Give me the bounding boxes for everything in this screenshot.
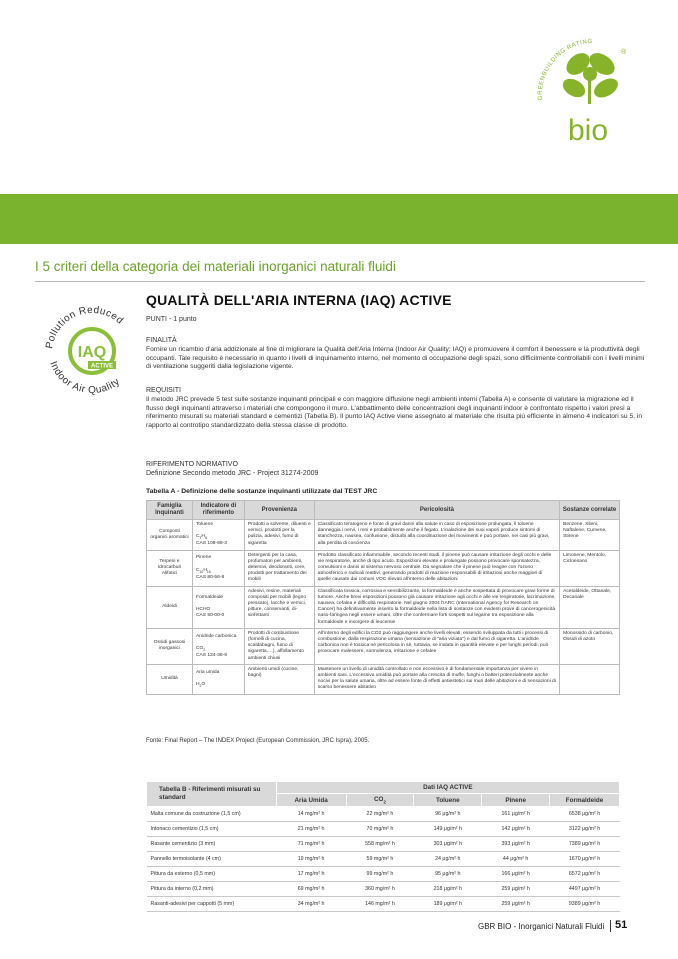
provenienza-cell: Detergenti per la casa, profumatori per ambienti, detersivi, deodoranti, cere, prodotti per trattamento dei mobili <box>244 550 314 586</box>
indicatore-line: Aria umida <box>195 669 220 675</box>
table-b-column-header: Formaldeide <box>550 794 620 807</box>
table-b-column-header: $CO_2$ <box>346 794 414 807</box>
section-heading: I 5 criteri della categoria dei materiali inorganici naturali fluidi <box>35 259 396 274</box>
correlate-cell: Limonene, Mentolo, Cicloesano <box>560 550 620 586</box>
measurement-cell: 4497 μg/m² h <box>550 882 620 897</box>
pericolosita-cell: Mantenere un livello di umidità controllato e non eccessivo è di fondamentale importanza per vivere in ambienti sani. L'eccessiva umidità può portare alla crescita di muffe, funghi o batteri potenzialmente anche nocivi per la salute umana, oltre ad essere fonte di effetti antiestetici sui muri delle abitazioni e di sensazioni di scarso benessere abitativo <box>314 664 559 694</box>
famiglia-cell: Terpeni e Idrocarburi Alifatici <box>147 550 193 586</box>
indicatore-line: CAS 50-00-0 <box>195 613 225 619</box>
famiglia-cell: Aldeidi <box>147 586 193 628</box>
table-b <box>146 781 620 912</box>
measurement-cell: 3122 μg/m² h <box>550 822 620 837</box>
measurement-cell: 6572 μg/m² h <box>550 867 620 882</box>
logo-arc-text: GREENBUILDING RATING <box>537 38 594 101</box>
page-title: QUALITÀ DELL'ARIA INTERNA (IAQ) ACTIVE <box>146 292 452 308</box>
measurement-cell: 59 mg/m² h <box>346 852 414 867</box>
pericolosita-cell: All'interno degli edifici la CO2 può raggiungere anche livelli elevati, essendo sviluppata da tutti i processi di combustione, dalla respirazione umana (sensazione di "aria viziata") e dal fumo di sigaretta. L'anidride carbonica non è tossica nè pericolosa in sè, tuttavia, se inalata in quantità elevate e per lunghi periodi, può provocare malessere, sonnolenza, irritazione e cefalee <box>314 628 559 664</box>
material-label: Pittura da esterno (0,5 mm) <box>147 867 277 882</box>
indicatore-line: Formaldeide <box>195 594 224 600</box>
table-a-header: Pericolosità <box>314 501 559 520</box>
indicatore-line: $C_{10}H_{16}$ <box>195 567 211 574</box>
logo-word: bio <box>568 114 609 147</box>
riferimento-heading: RIFERIMENTO NORMATIVO <box>146 461 238 468</box>
footer-text: GBR BIO - Inorganici Naturali Fluidi <box>478 922 605 931</box>
divider <box>35 281 645 282</box>
indicatore-cell <box>192 664 244 694</box>
measurement-cell: 142 μg/m² h <box>482 822 550 837</box>
leaf-icon <box>560 49 622 104</box>
material-label: Rasanti-adesivi per cappotti (5 mm) <box>147 897 277 912</box>
material-label: Malta comune da costruzione (1,5 cm) <box>147 807 277 822</box>
measurement-cell: 70 mg/m² h <box>346 822 414 837</box>
measurement-cell: 14 mg/m² h <box>276 807 346 822</box>
source-note: Fonte: Final Report – The INDEX Project (European Commission, JRC Ispra), 2005. <box>146 738 370 744</box>
measurement-cell: 34 mg/m² h <box>276 897 346 912</box>
registered-mark: ® <box>621 49 627 56</box>
finalita-heading: FINALITÀ <box>146 337 177 344</box>
measurement-cell: 9389 μg/m² h <box>550 897 620 912</box>
indicatore-cell <box>192 520 244 551</box>
measurement-cell: 149 μg/m² h <box>414 822 482 837</box>
table-b-row <box>147 852 620 867</box>
iaq-badge <box>40 297 144 401</box>
measurement-cell: 218 μg/m² h <box>414 882 482 897</box>
footer-divider <box>610 920 611 932</box>
indicatore-line: Anidride carbonica <box>195 633 237 639</box>
correlate-cell: Monossido di carbonio, Ossidi di azoto <box>560 628 620 664</box>
measurement-cell: 22 mg/m² h <box>346 807 414 822</box>
material-label: Intonaco cementizio (1,5 cm) <box>147 822 277 837</box>
table-b-caption: Tabella B - Riferimenti misurati su standard <box>147 782 277 807</box>
badge-bottom-text: Indoor Air Quality <box>47 359 123 397</box>
measurement-cell: 7389 μg/m² h <box>550 837 620 852</box>
badge-top-text: Pollution Reduced <box>44 304 126 350</box>
indicatore-line: Pinene <box>195 555 212 561</box>
pericolosita-cell: Classificata tossica, corrosiva e sensibilizzante, la formaldeide è anche sospettata di provocare gravi forme di tumore. Anche brevi esposizioni possono già causare irritazione agli occhi e alle vie respiratorie, lacrimazione, nausea, cefalea e difficoltà respiratorie. Nel giugno 2004 l'IARC (International Agency for Research on Cancer) ha definitivamente inserito la formaldeide nella lista di sostanze con evidenti prove di cancerogenicità naso-faringea negli essere umani, oltre che confermare forti sospetti sul legame tra esposizione alla formaldeide e insorgere di leucemie <box>314 586 559 628</box>
table-b-group-header: Dati IAQ ACTIVE <box>276 782 619 794</box>
measurement-cell: 146 mg/m² h <box>346 897 414 912</box>
indicatore-cell <box>192 550 244 586</box>
table-a-row <box>147 628 620 664</box>
measurement-cell: 558 mg/m² h <box>346 837 414 852</box>
table-a-header: Famiglia Inquinanti <box>147 501 193 520</box>
gbr-bio-logo <box>520 28 660 158</box>
indicatore-line: CAS 108-88-3 <box>195 541 227 547</box>
famiglia-cell: Umidità <box>147 664 193 694</box>
material-label: Rasante cementizio (3 mm) <box>147 837 277 852</box>
provenienza-cell: Ambienti umidi (cucine, bagni) <box>244 664 314 694</box>
table-a-row <box>147 550 620 586</box>
measurement-cell: 393 μg/m² h <box>482 837 550 852</box>
measurement-cell: 1670 μg/m² h <box>550 852 620 867</box>
table-a-caption: Tabella A - Definizione delle sostanze inquinanti utilizzate dal TEST JRC <box>146 488 378 495</box>
correlate-cell: Benzene, Xileni, Naftalene, Cumene, Stirene <box>560 520 620 551</box>
table-b-row <box>147 837 620 852</box>
table-a-header: Indicatore di riferimento <box>192 501 244 520</box>
measurement-cell: 259 μg/m² h <box>482 882 550 897</box>
measurement-cell: 19 mg/m² h <box>276 852 346 867</box>
measurement-cell: 24 μg/m² h <box>414 852 482 867</box>
famiglia-cell: Ossidi gassosi inorganici <box>147 628 193 664</box>
table-b-row <box>147 867 620 882</box>
table-a-row <box>147 520 620 551</box>
finalita-text: Fornire un ricambio d'aria addizionale al fine di migliorare la Qualità dell'Aria Interna (Indoor Air Quality; IAQ) e promuovere il comfort il benessere e la produttività degli occupanti. Tale requisito è necessario in quanto i livelli di inquinamento interno, nel momento di occupazione degli spazi, sono difficilmente controllabili con i livelli minimi di ventilazione suggeriti dalla legislazione vigente. <box>146 346 645 371</box>
indicatore-line: Toluene <box>195 522 214 527</box>
measurement-cell: 360 mg/m² h <box>346 882 414 897</box>
table-b-row <box>147 897 620 912</box>
measurement-cell: 71 mg/m² h <box>276 837 346 852</box>
table-a-header: Sostanze correlate <box>560 501 620 520</box>
punti-text: PUNTI - 1 punto <box>146 316 197 323</box>
measurement-cell: 96 μg/m² h <box>414 807 482 822</box>
table-b-row <box>147 822 620 837</box>
table-a-header: Provenienza <box>244 501 314 520</box>
material-label: Pittura da interno (0,2 mm) <box>147 882 277 897</box>
measurement-cell: 95 μg/m² h <box>414 867 482 882</box>
measurement-cell: 21 mg/m² h <box>276 822 346 837</box>
indicatore-line: $CO_2$ <box>195 645 206 652</box>
measurement-cell: 161 μg/m² h <box>482 807 550 822</box>
material-label: Pannello termoisolante (4 cm) <box>147 852 277 867</box>
pericolosita-cell: Classificato teratogeno e fonte di gravi danni alla salute in caso di esposizione prolungata, il toluene danneggia i nervi, i reni e probabilmente anche il fegato. L'inalazione dei suoi vapori produce sintomi di stanchezza, nausea, confusione, disturbi alla coordinazione dei movimenti e può portare, nei casi più gravi, alla perdita di coscienza <box>314 520 559 551</box>
badge-center-text: IAQ <box>77 344 107 361</box>
measurement-cell: 6538 μg/m² h <box>550 807 620 822</box>
provenienza-cell: Prodotti di combustione (fornelli di cucina, scaldabagni, fumo di sigaretta,…), affollamento ambienti chiusi <box>244 628 314 664</box>
measurement-cell: 69 mg/m² h <box>276 882 346 897</box>
measurement-cell: 44 μg/m² h <box>482 852 550 867</box>
measurement-cell: 259 μg/m² h <box>482 897 550 912</box>
table-a <box>146 500 620 695</box>
page-number: 51 <box>615 919 628 931</box>
table-b-column-header: Toluene <box>414 794 482 807</box>
indicatore-line: $C_7H_8$ <box>195 534 207 541</box>
green-banner <box>0 194 678 244</box>
table-a-row <box>147 664 620 694</box>
measurement-cell: 166 μg/m² h <box>482 867 550 882</box>
riferimento-text: Definizione Secondo metodo JRC - Project 31274-2009 <box>146 470 319 477</box>
table-b-column-header: Aria Umida <box>276 794 346 807</box>
indicatore-cell <box>192 628 244 664</box>
requisiti-heading: REQUISITI <box>146 387 182 394</box>
indicatore-line: CAS 124-38-9 <box>195 652 227 658</box>
indicatore-line: HCHO <box>195 607 211 613</box>
requisiti-text: Il metodo JRC prevede 5 test sulle sostanze inquinanti principali e con maggiore diffusione negli ambienti interni (Tabella A) e consente di valutare la migrazione ed il flusso degli inquinanti attraverso i materiali che compongono il muro. L'abbattimento delle concentrazioni degli inquinanti indoor è confrontato rispetto i valori presi a riferimento misurati su materiali standard e cementizi (Tabella B). Il punto IAQ Active viene assegnato al materiale che risulta più efficiente in almeno 4 indicatori su 5, in rapporto al controtipo standardizzato della stessa classe di prodotto. <box>146 396 643 429</box>
famiglia-cell: Composti organici aromatici <box>147 520 193 551</box>
indicatore-cell <box>192 586 244 628</box>
table-b-row <box>147 882 620 897</box>
badge-ribbon-text: ACTIVE <box>90 363 114 370</box>
table-b-column-header: Pinene <box>482 794 550 807</box>
indicatore-line: CAS 80-56-8 <box>195 574 225 580</box>
measurement-cell: 189 μg/m² h <box>414 897 482 912</box>
table-a-row <box>147 586 620 628</box>
provenienza-cell: Prodotti a solvente, diluenti e vernici, prodotti per la pulizia, adesivi, fumo di sigaretta <box>244 520 314 551</box>
measurement-cell: 17 mg/m² h <box>276 867 346 882</box>
pericolosita-cell: Prodotto classificato infiammabile, secondo recenti studi, il pinene può causare irritazione degli occhi e delle vie respiratorie, anche di tipo acuto. Esposizioni elevate e prolungate possono provocare sponsatezza, convulsioni e danni al sistema nervoso centrale. Da segnalare che il pinene può reagire con l'ozono atmosferico e radicali reattivi, generando prodotti di reazione responsabili di irritazioni anche maggiori di quelle causate dai comuni VOC rilevati all'interno delle abitazioni <box>314 550 559 586</box>
table-b-row <box>147 807 620 822</box>
provenienza-cell: Adesivi, resine, materiali compositi per mobili (legno pressato), lacche e vernici, pitture, conservanti, di-sinfettanti <box>244 586 314 628</box>
correlate-cell: Acetaldeide, Ottanale, Decanale <box>560 586 620 628</box>
measurement-cell: 99 mg/m² h <box>346 867 414 882</box>
indicatore-line: $H_2O$ <box>195 681 206 688</box>
correlate-cell <box>560 664 620 694</box>
measurement-cell: 303 μg/m² h <box>414 837 482 852</box>
